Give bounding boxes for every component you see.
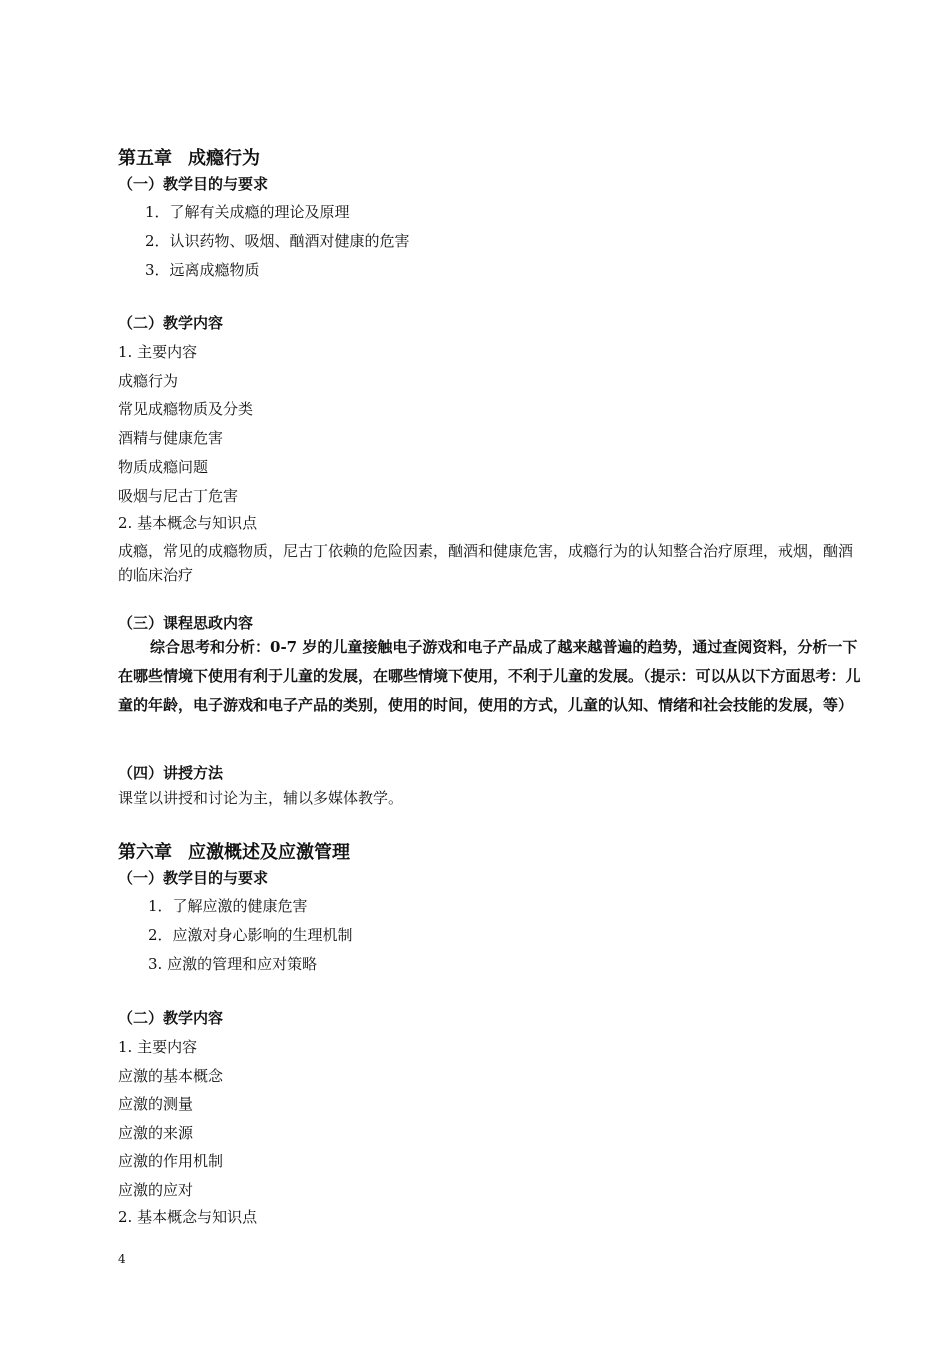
chapter5-concepts-text: 成瘾，常见的成瘾物质，尼古丁依赖的危险因素，酗酒和健康危害，成瘾行为的认知整合治疗原理，戒烟，酗酒的临床治疗: [118, 542, 854, 584]
chapter5-main-item-4: 物质成瘾问题: [118, 458, 209, 476]
chapter5-method-heading: （四）讲授方法: [118, 764, 224, 782]
chapter5-concepts-label: 2. 基本概念与知识点: [118, 514, 258, 532]
chapter6-main-item-1: 应激的基本概念: [118, 1067, 224, 1085]
chapter6-title: [118, 841, 350, 865]
chapter6-content-heading: （二）教学内容: [118, 1009, 224, 1027]
chapter6-main-item-4: 应激的作用机制: [118, 1152, 224, 1170]
chapter6-goal-2: 2．应激对身心影响的生理机制: [148, 926, 353, 944]
chapter5-main-item-1: 成瘾行为: [118, 372, 179, 390]
chapter5-goal-1: 1．了解有关成瘾的理论及原理: [145, 203, 350, 221]
chapter5-method-text: 课堂以讲授和讨论为主，辅以多媒体教学。: [118, 789, 404, 807]
chapter5-goals-heading: （一）教学目的与要求: [118, 175, 269, 193]
chapter5-goal-2: 2．认识药物、吸烟、酗酒对健康的危害: [145, 232, 410, 250]
chapter6-concepts-label: 2. 基本概念与知识点: [118, 1208, 258, 1226]
chapter6-main-item-2: 应激的测量: [118, 1095, 194, 1113]
chapter5-goal-3: 3．远离成瘾物质: [145, 261, 260, 279]
chapter5-main-item-5: 吸烟与尼古丁危害: [118, 487, 239, 505]
chapter6-main-item-3: 应激的来源: [118, 1124, 194, 1142]
chapter5-main-label: 1. 主要内容: [118, 343, 198, 361]
chapter5-main-item-3: 酒精与健康危害: [118, 429, 224, 447]
chapter5-ideology-heading: （三）课程思政内容: [118, 614, 254, 632]
chapter5-ideology-text: 综合思考和分析：0-7 岁的儿童接触电子游戏和电子产品成了越来越普遍的趋势，通过查阅资料，分析一下在哪些情境下使用有利于儿童的发展，在哪些情境下使用，不利于儿童的发展。（提示：可以从以下方面思考：儿童的年龄，电子游戏和电子产品的类别，使用的时间，使用的方式，儿童的认知、情绪和社会技能的发展，等）: [118, 638, 861, 714]
page-number: 4: [118, 1252, 126, 1266]
chapter6-goal-3: 3. 应激的管理和应对策略: [148, 955, 318, 973]
chapter5-title: [118, 147, 260, 171]
chapter6-main-item-5: 应激的应对: [118, 1181, 194, 1199]
chapter5-number: 第五章: [118, 148, 172, 169]
chapter5-content-heading: （二）教学内容: [118, 314, 224, 332]
chapter6-number: 第六章: [118, 842, 172, 863]
chapter5-main-item-2: 常见成瘾物质及分类: [118, 400, 254, 418]
chapter6-name: 应激概述及应激管理: [188, 842, 350, 863]
chapter6-main-label: 1. 主要内容: [118, 1038, 198, 1056]
chapter6-goal-1: 1．了解应激的健康危害: [148, 897, 308, 915]
chapter6-goals-heading: （一）教学目的与要求: [118, 869, 269, 887]
chapter5-name: 成瘾行为: [188, 148, 260, 169]
